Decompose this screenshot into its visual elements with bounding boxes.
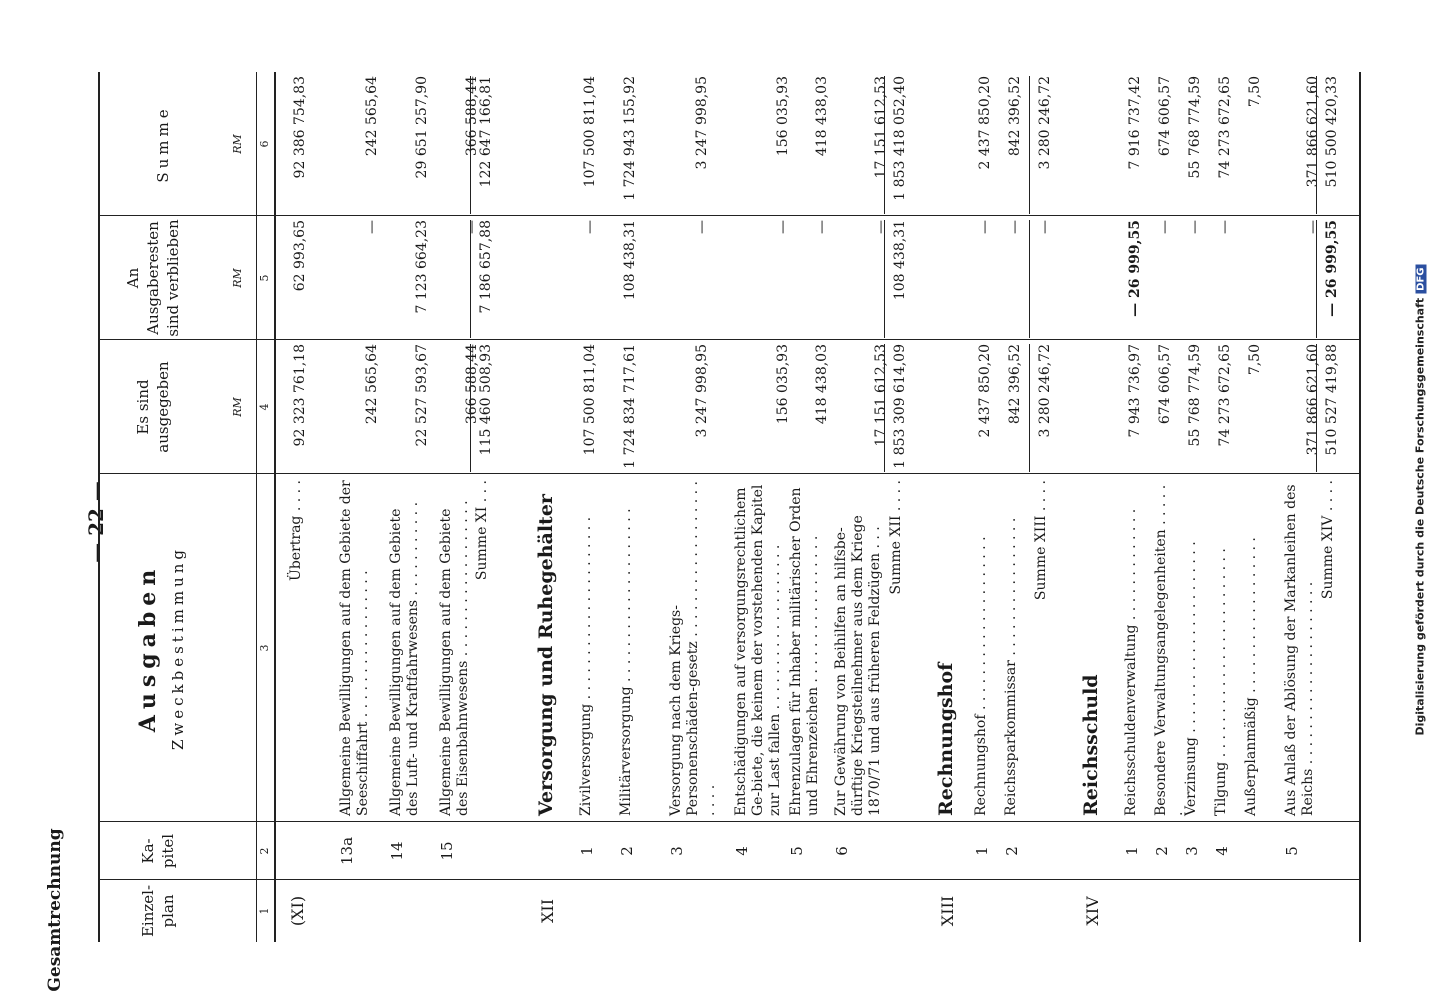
amount-ausgegeben: 22 527 593,67 (414, 344, 430, 447)
kapitel-cell: 6 (833, 846, 851, 856)
position-description: Ehrenzulagen für Inhaber militärischer Orden und Ehrenzeichen . . . . . . . . . . . . . . . . . (788, 487, 821, 816)
kapitel-cell: 15 (438, 841, 456, 861)
amount-ausgegeben: 107 500 811,04 (582, 344, 598, 456)
amount-ausgabereste: — (464, 220, 480, 234)
amount-summe: 366 588,44 (464, 76, 480, 157)
position-description: Militärversorgung . . . . . . . . . . . . . . . . . . . . (618, 508, 634, 816)
amount-ausgegeben: 510 527 419,88 (1324, 344, 1340, 456)
kapitel-cell: 5 (1283, 846, 1301, 856)
header-ausgabereste: An Ausgaberesten sind verblieben (124, 219, 182, 337)
amount-summe: 55 768 774,59 (1187, 76, 1203, 179)
amount-summe: 1 853 418 052,40 (892, 76, 908, 201)
amount-ausgegeben: 1 724 834 717,61 (622, 344, 638, 469)
einzelplan-cell: XIV (1083, 896, 1102, 926)
amount-summe: 7 916 737,42 (1127, 76, 1143, 170)
amount-ausgegeben: 674 606,57 (1157, 344, 1173, 425)
amount-ausgabereste: — (814, 220, 830, 234)
amount-ausgegeben: 7,50 (1247, 344, 1263, 376)
amount-summe: 122 647 166,81 (478, 76, 494, 188)
unit-rm-4: RM (231, 397, 244, 417)
amount-ausgabereste: 7 186 657,88 (478, 220, 494, 314)
amount-summe: 107 500 811,04 (582, 76, 598, 188)
amount-summe: 29 651 257,90 (414, 76, 430, 179)
colnum-1: 1 (258, 907, 271, 915)
amount-ausgegeben: 156 035,93 (775, 344, 791, 425)
header-einzelplan: Einzel- plan (139, 884, 177, 938)
amount-ausgegeben: 842 396,52 (1007, 344, 1023, 425)
amount-ausgegeben: 55 768 774,59 (1187, 344, 1203, 447)
digitization-credit (1414, 264, 1427, 735)
kapitel-cell: 3 (1183, 846, 1201, 856)
amount-ausgabereste: — (1037, 220, 1053, 234)
credit-text: Digitalisierung gefördert durch die Deutsche Forschungsgemeinschaft (1413, 297, 1427, 736)
amount-ausgabereste: — (775, 220, 791, 234)
kapitel-cell: 2 (1153, 846, 1171, 856)
amount-ausgegeben: 3 280 246,72 (1037, 344, 1053, 438)
colnum-6: 6 (258, 140, 271, 148)
header-ausgegeben: Es sind ausgegeben (134, 361, 172, 453)
sum-rule (1316, 344, 1317, 472)
amount-summe: 242 565,64 (364, 76, 380, 157)
sum-rule (1029, 220, 1030, 338)
position-description: Zur Gewährung von Beihilfen an hilfsbe-dürftige Kriegsteilnehmer aus dem Kriege 1870/71 und aus früheren Feldzügen . . . (833, 515, 883, 816)
kapitel-cell: 2 (618, 846, 636, 856)
amount-ausgabereste: — (1157, 220, 1173, 234)
kapitel-cell: 4 (1213, 846, 1231, 856)
sum-rule (884, 344, 885, 472)
position-description: Rechnungshof . . . . . . . . . . . . . . . . . . . . (973, 536, 989, 816)
amount-summe: 1 724 943 155,92 (622, 76, 638, 201)
kapitel-cell: 3 (668, 846, 686, 856)
amount-summe: 17 151 612,53 (873, 76, 889, 179)
header-ausgaben: Ausgaben (135, 563, 161, 733)
einzelplan-cell: (XI) (288, 895, 307, 927)
position-description: Zivilversorgung . . . . . . . . . . . . . . . . . . . . . (578, 516, 594, 816)
position-description: Reichsschuldenverwaltung . . . . . . . . . . . . . (1123, 508, 1139, 816)
amount-ausgabereste: 108 438,31 (892, 220, 908, 301)
position-description: Übertrag . . . . (288, 480, 304, 581)
colnum-5: 5 (258, 274, 271, 282)
amount-summe: 3 247 998,95 (694, 76, 710, 170)
einzelplan-cell: XIII (938, 895, 957, 927)
kapitel-cell: 1 (973, 846, 991, 856)
unit-rm-6: RM (231, 134, 244, 154)
sum-rule (884, 76, 885, 214)
amount-summe: 92 386 754,83 (292, 76, 308, 179)
einzelplan-cell: XII (538, 898, 557, 924)
position-description: Verzinsung . . . . . . . . . . . . . . . . . . . . . . (1183, 541, 1199, 816)
sum-rule (1316, 220, 1317, 338)
section-title: Reichsschuld (1080, 674, 1102, 816)
kapitel-cell: 13a (338, 836, 356, 866)
amount-ausgabereste: — (1007, 220, 1023, 234)
amount-ausgegeben: 418 438,03 (814, 344, 830, 425)
kapitel-cell: 1 (1123, 846, 1141, 856)
position-description: Allgemeine Bewilligungen auf dem Gebiete des Luft- und Kraftfahrwesens . . . . . . . . . . . (388, 501, 421, 816)
page-header-title: Gesamtrechnung (45, 828, 65, 992)
position-description: Außerplanmäßig . . . . . . . . . . . . . . . . . . (1243, 537, 1259, 816)
amount-ausgabereste: 108 438,31 (622, 220, 638, 301)
kapitel-cell: 5 (788, 846, 806, 856)
amount-ausgegeben: 115 460 508,93 (478, 344, 494, 456)
amount-ausgabereste: — (977, 220, 993, 234)
kapitel-cell: 2 (1003, 846, 1021, 856)
header-zweckbestimmung: Zweckbestimmung (169, 546, 187, 751)
dfg-logo: DFG (1416, 264, 1427, 293)
amount-ausgabereste: 7 123 664,23 (414, 220, 430, 314)
section-title: Rechnungshof (935, 662, 957, 816)
amount-ausgabereste: — 26 999,55 (1127, 220, 1143, 317)
amount-ausgegeben: 74 273 672,65 (1217, 344, 1233, 447)
amount-ausgegeben: 242 565,64 (364, 344, 380, 425)
amount-ausgegeben: 7 943 736,97 (1127, 344, 1143, 438)
sum-rule (1316, 76, 1317, 214)
amount-summe: 156 035,93 (775, 76, 791, 157)
amount-ausgabereste: — (1305, 220, 1321, 234)
sum-label: Summe XI . . . (474, 480, 490, 581)
expenditure-table (98, 72, 1360, 942)
amount-ausgabereste: 62 993,65 (292, 220, 308, 292)
amount-ausgabereste: — (364, 220, 380, 234)
amount-summe: 510 500 420,33 (1324, 76, 1340, 188)
page-number: — 22 — (84, 481, 108, 563)
amount-ausgabereste: — (873, 220, 889, 234)
sum-rule (1029, 76, 1030, 214)
sum-label: Summe XIV . . . . (1320, 480, 1336, 600)
amount-summe: 674 606,57 (1157, 76, 1173, 157)
section-title: Versorgung und Ruhegehälter (535, 494, 557, 816)
amount-ausgegeben: 92 323 761,18 (292, 344, 308, 447)
header-kapitel: Ka- pitel (139, 833, 177, 869)
amount-summe: 371 866 621,60 (1305, 76, 1321, 188)
sum-rule (470, 76, 471, 214)
sum-rule (470, 344, 471, 472)
sum-label: Summe XII . . . . (888, 480, 904, 595)
position-description: Aus Anlaß der Ablösung der Markanleihen des Reichs . . . . . . . . . . . . . . . . . . . . . (1283, 484, 1316, 816)
unit-rm-5: RM (231, 268, 244, 288)
sum-rule (884, 220, 885, 338)
position-description: Reichssparkommissar . . . . . . . . . . . . . . . . (1003, 517, 1019, 816)
sum-label: Summe XIII . . . . (1033, 480, 1049, 601)
position-description: Besondere Verwaltungsangelegenheiten . . . . . . (1153, 484, 1186, 816)
position-description: Allgemeine Bewilligungen auf dem Gebiete der Seeschiffahrt . . . . . . . . . . . . . . . . . (338, 480, 371, 816)
sum-rule (1029, 344, 1030, 472)
amount-ausgegeben: 3 247 998,95 (694, 344, 710, 438)
kapitel-cell: 4 (733, 846, 751, 856)
amount-ausgegeben: 1 853 309 614,09 (892, 344, 908, 469)
amount-summe: 7,50 (1247, 76, 1263, 108)
amount-summe: 418 438,03 (814, 76, 830, 157)
position-description: Entschädigungen auf versorgungsrechtlichem Ge-biete, die keinem der vorstehenden Kapitel zur Last fallen . . . . . . . . . . . . . . . . . . . (733, 484, 783, 816)
position-description: Versorgung nach dem Kriegs-Personenschäden-gesetz . . . . . . . . . . . . . . . . . . . . . . (668, 480, 718, 816)
position-description: Tilgung . . . . . . . . . . . . . . . . . . . . . . . . (1213, 548, 1229, 816)
kapitel-cell: 1 (578, 846, 596, 856)
amount-summe: 2 437 850,20 (977, 76, 993, 170)
kapitel-cell: 14 (388, 841, 406, 861)
amount-summe: 74 273 672,65 (1217, 76, 1233, 179)
colnum-3: 3 (258, 644, 271, 652)
colnum-2: 2 (258, 847, 271, 855)
amount-ausgabereste: — (1217, 220, 1233, 234)
amount-ausgabereste: — (582, 220, 598, 234)
amount-ausgegeben: 2 437 850,20 (977, 344, 993, 438)
colnum-4: 4 (258, 403, 271, 411)
amount-ausgabereste: — (1187, 220, 1203, 234)
amount-summe: 3 280 246,72 (1037, 76, 1053, 170)
amount-summe: 842 396,52 (1007, 76, 1023, 157)
position-description: Allgemeine Bewilligungen auf dem Gebiete des Eisenbahnwesens . . . . . . . . . . . . . . . . . . (438, 500, 471, 816)
amount-ausgabereste: — (694, 220, 710, 234)
sum-rule (470, 220, 471, 338)
amount-ausgegeben: 366 588,44 (464, 344, 480, 425)
header-summe: Summe (154, 105, 172, 183)
amount-ausgegeben: 371 866 621,60 (1305, 344, 1321, 456)
amount-ausgabereste: — 26 999,55 (1324, 220, 1340, 317)
amount-ausgegeben: 17 151 612,53 (873, 344, 889, 447)
